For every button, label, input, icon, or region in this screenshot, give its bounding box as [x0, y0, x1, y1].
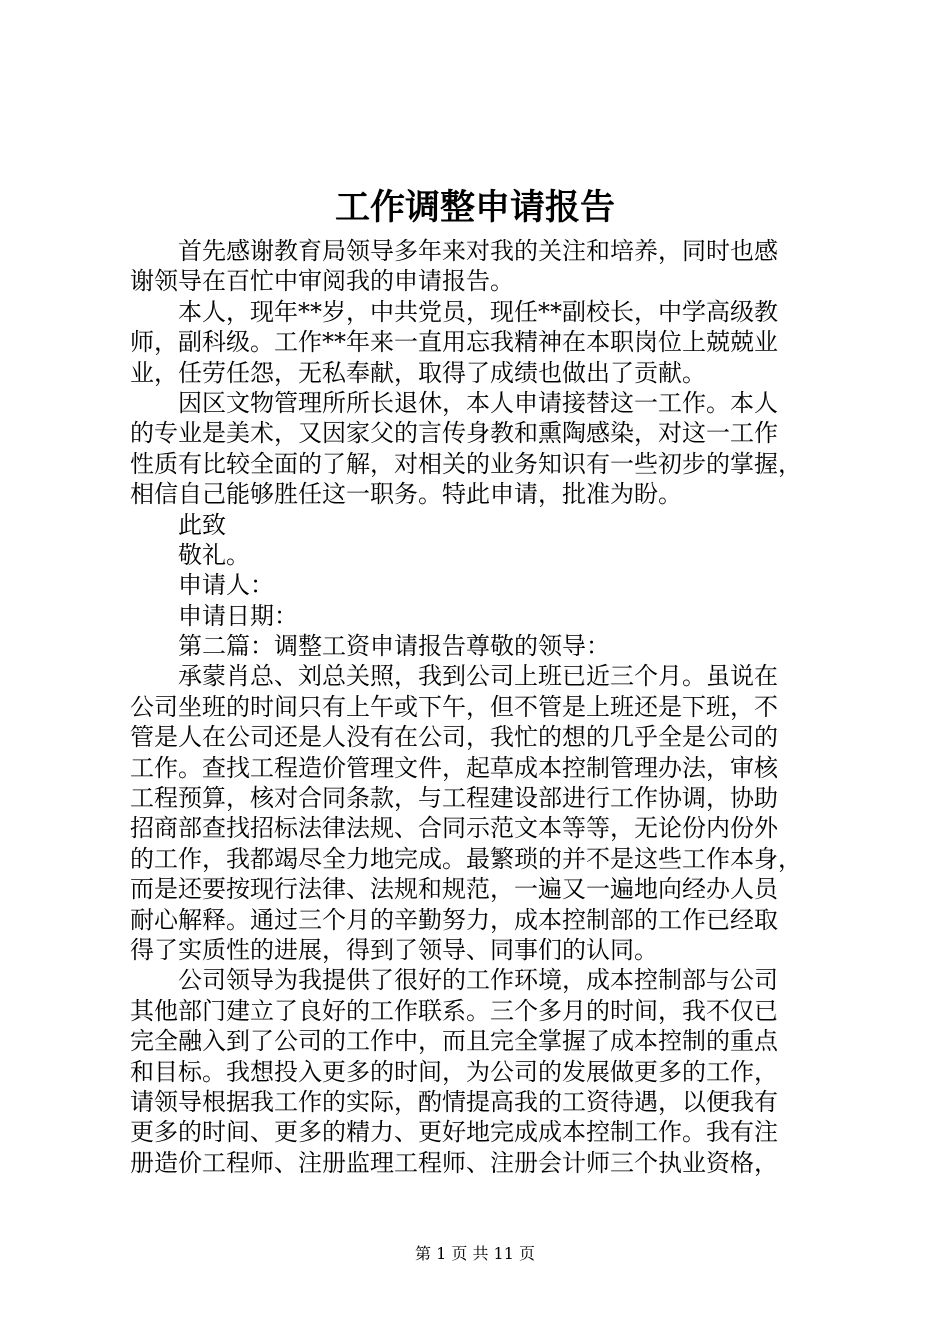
- body-line: 得了实质性的进展，得到了领导、同事们的认同。: [130, 935, 658, 964]
- body-line: 此致: [130, 510, 226, 539]
- body-line: 谢领导在百忙中审阅我的申请报告。: [130, 267, 514, 296]
- body-line: 完全融入到了公司的工作中，而且完全掌握了成本控制的重点: [130, 1027, 778, 1056]
- body-line: 册造价工程师、注册监理工程师、注册会计师三个执业资格，: [130, 1148, 778, 1177]
- body-line: 本人，现年**岁，中共党员，现任**副校长，中学高级教: [130, 297, 778, 326]
- body-line: 申请人：: [130, 571, 274, 600]
- body-line: 其他部门建立了良好的工作联系。三个多月的时间，我不仅已: [130, 996, 778, 1025]
- page-footer: 第 1 页 共 11 页: [415, 1244, 535, 1263]
- body-line: 业，任劳任怨，无私奉献，取得了成绩也做出了贡献。: [130, 358, 706, 387]
- body-line: 更多的时间、更多的精力、更好地完成成本控制工作。我有注: [130, 1118, 778, 1147]
- body-line: 招商部查找招标法律法规、合同示范文本等等，无论份内份外: [130, 814, 778, 843]
- body-line: 申请日期：: [130, 601, 298, 630]
- body-line: 公司领导为我提供了很好的工作环境，成本控制部与公司: [130, 966, 778, 995]
- body-line: 承蒙肖总、刘总关照，我到公司上班已近三个月。虽说在: [130, 662, 778, 691]
- body-line: 工作。查找工程造价管理文件，起草成本控制管理办法，审核: [130, 753, 778, 782]
- body-line: 工程预算，核对合同条款，与工程建设部进行工作协调，协助: [130, 784, 778, 813]
- body-line: 敬礼。: [130, 540, 250, 569]
- document-body: [130, 236, 830, 1178]
- body-line: 而是还要按现行法律、法规和规范，一遍又一遍地向经办人员: [130, 875, 778, 904]
- body-line: 耐心解释。通过三个月的辛勤努力，成本控制部的工作已经取: [130, 905, 778, 934]
- page-title: 工作调整申请报告: [334, 187, 615, 228]
- body-line: 的工作，我都竭尽全力地完成。最繁琐的并不是这些工作本身，: [130, 844, 802, 873]
- body-line: 相信自己能够胜任这一职务。特此申请，批准为盼。: [130, 480, 682, 509]
- body-line: 和目标。我想投入更多的时间，为公司的发展做更多的工作，: [130, 1057, 778, 1086]
- body-line: 管是人在公司还是人没有在公司，我忙的想的几乎全是公司的: [130, 723, 778, 752]
- body-line: 第二篇：调整工资申请报告尊敬的领导：: [130, 632, 610, 661]
- body-line: 公司坐班的时间只有上午或下午，但不管是上班还是下班，不: [130, 692, 778, 721]
- body-line: 的专业是美术，又因家父的言传身教和熏陶感染，对这一工作: [130, 419, 778, 448]
- body-line: 师，副科级。工作**年来一直用忘我精神在本职岗位上兢兢业: [130, 328, 778, 357]
- body-line: 因区文物管理所所长退休，本人申请接替这一工作。本人: [130, 388, 778, 417]
- body-line: 性质有比较全面的了解，对相关的业务知识有一些初步的掌握，: [130, 449, 802, 478]
- body-line: 首先感谢教育局领导多年来对我的关注和培养，同时也感: [130, 237, 778, 265]
- body-line: 请领导根据我工作的实际，酌情提高我的工资待遇，以便我有: [130, 1087, 778, 1116]
